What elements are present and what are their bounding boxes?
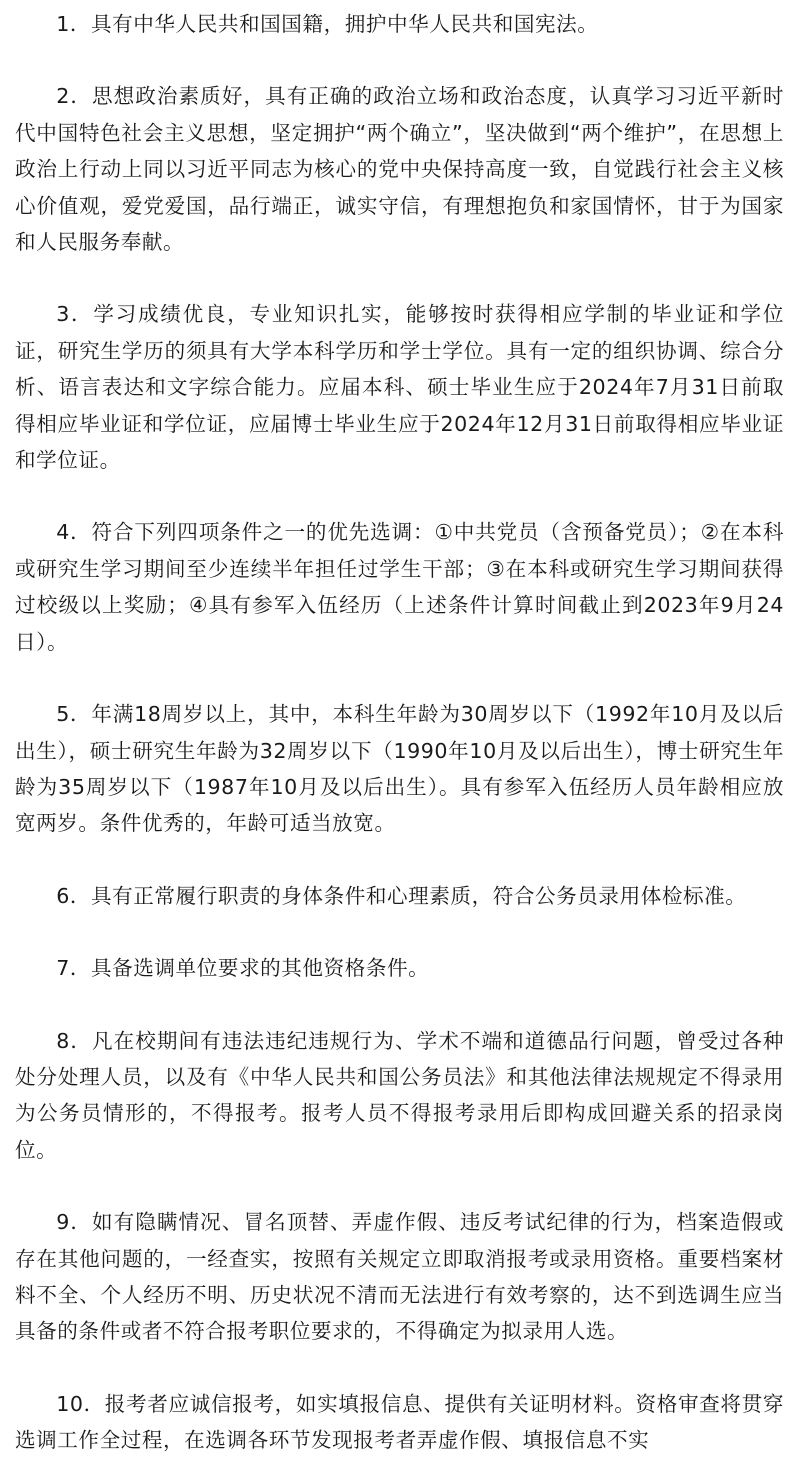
paragraph-10: 10．报考者应诚信报考，如实填报信息、提供有关证明材料。资格审查将贯穿选调工作全过程，在选调各环节发现报考者弄虚作假、填报信息不实 <box>15 1391 784 1453</box>
paragraph-3: 3．学习成绩优良，专业知识扎实，能够按时获得相应学制的毕业证和学位证，研究生学历的须具有大学本科学历和学士学位。具有一定的组织协调、综合分析、语言表达和文字综合能力。应届本科、硕士毕业生应于2024年7月31日前取得相应毕业证和学位证，应届博士毕业生应于2024年12月31日前取得相应毕业证和学位证。 <box>15 302 784 473</box>
paragraph-9: 9．如有隐瞒情况、冒名顶替、弄虚作假、违反考试纪律的行为，档案造假或存在其他问题的，一经查实，按照有关规定立即取消报考或录用资格。重要档案材料不全、个人经历不明、历史状况不清而无法进行有效考察的，达不到选调生应当具备的条件或者不符合报考职位要求的，不得确定为拟录用人选。 <box>15 1210 784 1344</box>
paragraph-1: 1．具有中华人民共和国国籍，拥护中华人民共和国宪法。 <box>56 12 599 36</box>
paragraph-5: 5．年满18周岁以上，其中，本科生年龄为30周岁以下（1992年10月及以后出生），硕士研究生年龄为32周岁以下（1990年10月及以后出生），博士研究生年龄为35周岁以下（1987年10月及以后出生）。具有参军入伍经历人员年龄相应放宽两岁。条件优秀的，年龄可适当放宽。 <box>15 702 784 836</box>
paragraph-4: 4．符合下列四项条件之一的优先选调：①中共党员（含预备党员）；②在本科或研究生学习期间至少连续半年担任过学生干部；③在本科或研究生学习期间获得过校级以上奖励；④具有参军入伍经历（上述条件计算时间截止到2023年9月24日）。 <box>15 520 784 654</box>
paragraph-7: 7．具备选调单位要求的其他资格条件。 <box>56 956 430 981</box>
paragraph-8: 8．凡在校期间有违法违纪违规行为、学术不端和道德品行问题，曾受过各种处分处理人员，以及有《中华人民共和国公务员法》和其他法律法规规定不得录用为公务员情形的，不得报考。报考人员不得报考录用后即构成回避关系的招录岗位。 <box>15 1028 784 1162</box>
paragraph-6: 6．具有正常履行职责的身体条件和心理素质，符合公务员录用体检标准。 <box>56 883 747 908</box>
paragraph-2: 2．思想政治素质好，具有正确的政治立场和政治态度，认真学习习近平新时代中国特色社会主义思想，坚定拥护“两个确立”，坚决做到“两个维护”，在思想上政治上行动上同以习近平同志为核心的党中央保持高度一致，自觉践行社会主义核心价值观，爱党爱国，品行端正，诚实守信，有理想抱负和家国情怀，甘于为国家和人民服务奉献。 <box>15 84 784 255</box>
